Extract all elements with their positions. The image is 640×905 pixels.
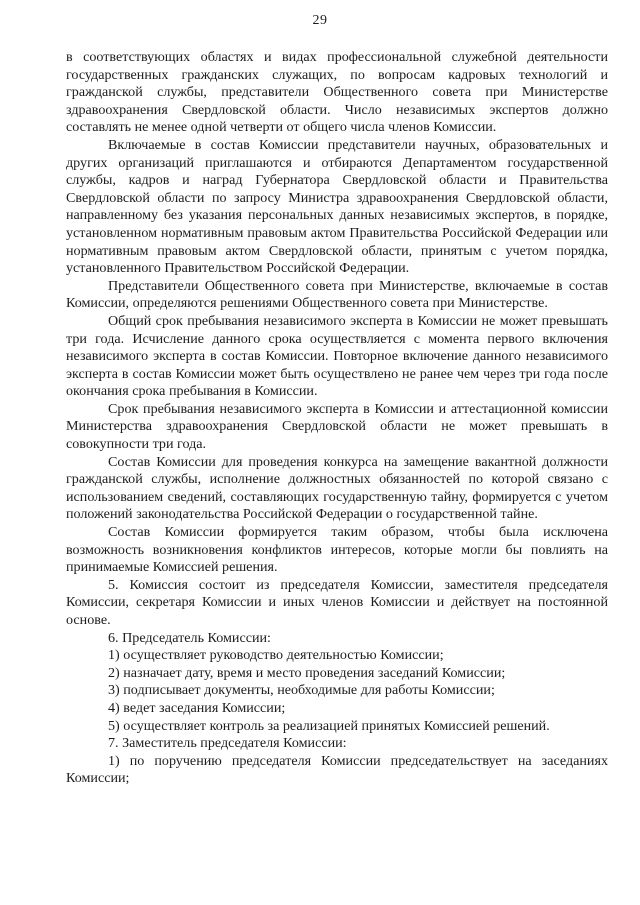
paragraph-invited-organizations: Включаемые в состав Комиссии представители научных, образовательных и других организаций приглашаются и отбираются Департаментом государственной службы, кадров и наград Губернатора Свердловской области и Правительства Свердловской области по запросу Министра здравоохранения Свердловской области, направленному без указания персональных данных независимых экспертов, в порядке, установленном нормативным правовым актом Правительства Российской Федерации или нормативным правовым актом Свердловской области, принятым с учетом порядка, установленного Правительством Российской Федерации. xyxy=(66,136,608,277)
document-body xyxy=(66,49,608,788)
clause-5-composition: 5. Комиссия состоит из председателя Комиссии, заместителя председателя Комиссии, секретаря Комиссии и иных членов Комиссии и действует на постоянной основе. xyxy=(66,576,608,628)
paragraph-experts-composition: в соответствующих областях и видах профессиональной служебной деятельности государственных гражданских служащих, по вопросам кадровых технологий и гражданской службы, представители Общественного совета при Министерстве здравоохранения Свердловской области. Число независимых экспертов должно составлять не менее одной четверти от общего числа членов Комиссии. xyxy=(66,49,608,136)
page-number: 29 xyxy=(312,13,328,28)
paragraph-public-council: Представители Общественного совета при Министерстве, включаемые в состав Комиссии, определяются решениями Общественного совета при Министерстве. xyxy=(66,277,608,312)
list-item: 5) осуществляет контроль за реализацией принятых Комиссией решений. xyxy=(108,717,550,734)
paragraph-conflict-of-interest: Состав Комиссии формируется таким образом, чтобы была исключена возможность возникновения конфликтов интересов, которые могли бы повлиять на принимаемые Комиссией решения. xyxy=(66,524,608,576)
list-item: 2) назначает дату, время и место проведения заседаний Комиссии; xyxy=(108,664,506,681)
paragraph-state-secret: Состав Комиссии для проведения конкурса на замещение вакантной должности гражданской службы, исполнение должностных обязанностей по которой связано с использованием сведений, составляющих государственную тайну, формируется с учетом положений законодательства Российской Федерации о государственной тайне. xyxy=(66,453,608,523)
list-item: 1) по поручению председателя Комиссии председательствует на заседаниях Комиссии; xyxy=(66,752,608,787)
paragraph-combined-term: Срок пребывания независимого эксперта в Комиссии и аттестационной комиссии Министерства здравоохранения Свердловской области не может превышать в совокупности три года. xyxy=(66,400,608,453)
list-item: 1) осуществляет руководство деятельностью Комиссии; xyxy=(108,647,444,664)
clause-7-deputy-chairman: 7. Заместитель председателя Комиссии: xyxy=(108,735,347,752)
paragraph-term-limit: Общий срок пребывания независимого эксперта в Комиссии не может превышать три года. Исчисление данного срока осуществляется с момента первого включения независимого эксперта в состав Комиссии. Повторное включение данного независимого эксперта в состав Комиссии может быть осуществлено не ранее чем через три года после окончания срока пребывания в Комиссии. xyxy=(66,312,608,400)
list-item: 3) подписывает документы, необходимые для работы Комиссии; xyxy=(108,682,495,699)
clause-6-chairman: 6. Председатель Комиссии: xyxy=(108,629,271,646)
list-item: 4) ведет заседания Комиссии; xyxy=(108,699,286,716)
